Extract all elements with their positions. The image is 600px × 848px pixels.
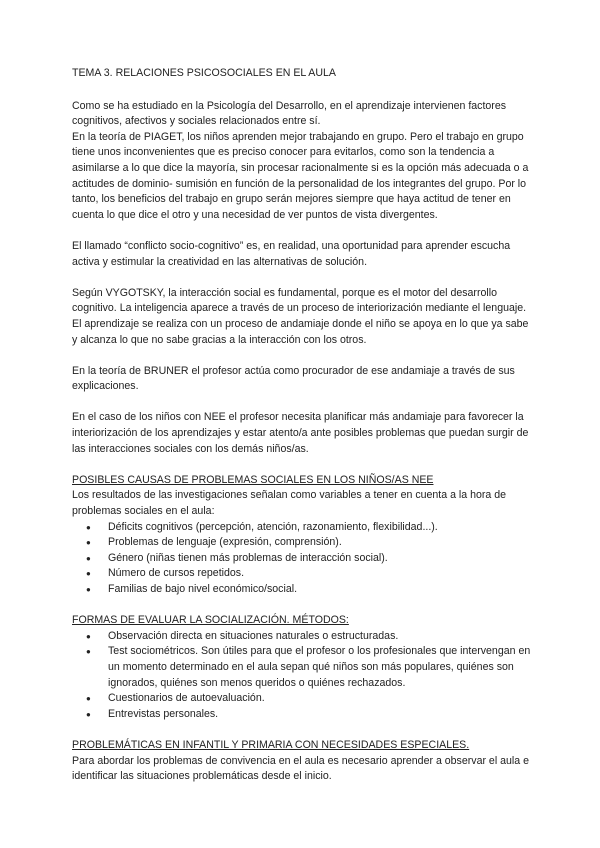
list-item: ● Observación directa en situaciones naturales o estructuradas. [108,629,532,645]
bruner-paragraph: En la teoría de BRUNER el profesor actúa como procurador de ese andamiaje a través de sus explicaciones. [72,364,515,393]
list-item: ● Número de cursos repetidos. [108,566,532,582]
list-item: ● Familias de bajo nivel económico/social. [108,582,532,598]
list-item: ● Cuestionarios de autoevaluación. [108,691,532,707]
list-item: ● Test sociométricos. Son útiles para que el profesor o los profesionales que intervengan en un momento determinado en el aula sepan qué niños son más populares, quiénes son ignorados, quiénes son menos queridos o quiénes rechazados. [108,644,532,691]
document-title: TEMA 3. RELACIONES PSICOSOCIALES EN EL AULA [72,67,336,79]
problems-paragraph: Para abordar los problemas de convivencia en el aula es necesario aprender a observar el aula e identificar las situaciones problemáticas desde el inicio. [72,754,529,783]
causes-heading: POSIBLES CAUSAS DE PROBLEMAS SOCIALES EN LOS NIÑOS/AS NEE [72,473,434,486]
list-item: ● Género (niñas tienen más problemas de interacción social). [108,551,532,567]
intro-paragraph-2: En la teoría de PIAGET, los niños aprenden mejor trabajando en grupo. Pero el trabajo en grupo tiene unos inconvenientes que es preciso conocer para evitarlos, como son la tendencia a asimilarse a lo que dice la mayoría, sin procesar racionalmente si es la opción más adecuada o a actitudes de dominio- sumisión en función de la personalidad de los integrantes del grupo. Por lo tanto, los beneficios del trabajo en grupo serán mejores siempre que haya actitud de tener en cuenta lo que dice el otro y una necesidad de ver puntos de vista divergentes. [72,130,529,221]
list-item: ● Déficits cognitivos (percepción, atención, razonamiento, flexibilidad...). [108,520,532,536]
intro-paragraph-1: Como se ha estudiado en la Psicología del Desarrollo, en el aprendizaje intervienen factores cognitivos, afectivos y sociales relacionados entre sí. [72,99,507,128]
document-page [72,66,532,785]
problems-heading: PROBLEMÁTICAS EN INFANTIL Y PRIMARIA CON NECESIDADES ESPECIALES. [72,738,470,751]
nee-paragraph: En el caso de los niños con NEE el profesor necesita planificar más andamiaje para favorecer la interiorización de los aprendizajes y estar atento/a ante posibles problemas que puedan surgir de las interacciones sociales con los demás niños/as. [72,411,529,455]
vygotsky-paragraph: Según VYGOTSKY, la interacción social es fundamental, porque es el motor del desarrollo cognitivo. La inteligencia aparece a través de un proceso de interiorización mediante el lenguaje. El aprendizaje se realiza con un proceso de andamiaje donde el niño se apoya en lo que ya sabe y alcanza lo que no sabe gracias a la interacción con los otros. [72,286,529,346]
list-item: ● Entrevistas personales. [108,707,532,723]
conflict-paragraph: El llamado “conflicto socio-cognitivo” es, en realidad, una oportunidad para aprender escucha activa y estimular la creatividad en las alternativas de solución. [72,239,511,268]
evaluation-list [72,629,532,723]
evaluation-heading: FORMAS DE EVALUAR LA SOCIALIZACIÓN. MÉTODOS: [72,614,349,627]
list-item: ● Problemas de lenguaje (expresión, comprensión). [108,535,532,551]
causes-intro: Los resultados de las investigaciones señalan como variables a tener en cuenta a la hora de problemas sociales en el aula: [72,489,507,518]
causes-list [72,520,532,598]
